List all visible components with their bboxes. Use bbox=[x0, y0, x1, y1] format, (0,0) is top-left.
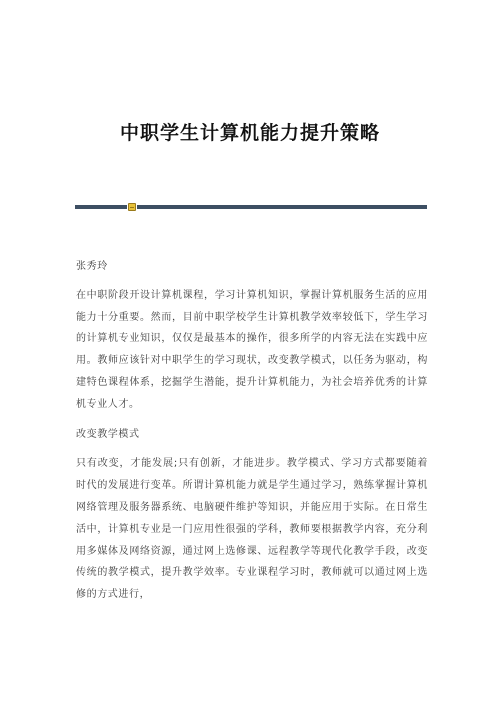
divider-bar-right bbox=[137, 205, 427, 209]
book-emblem-icon bbox=[128, 203, 136, 211]
divider-bar-left bbox=[75, 205, 127, 209]
paragraph-intro: 在中职阶段开设计算机课程，学习计算机知识，掌握计算机服务生活的应用能力十分重要。然而，目前中职学校学生计算机教学效率较低下，学生学习的计算机专业知识，仅仅是最基本的操作，很多所学的内容无法在实践中应用。教师应该针对中职学生的学习现状，改变教学模式，以任务为驱动，构建特色课程体系，挖掘学生潜能，提升计算机能力，为社会培养优秀的计算机专业人才。 bbox=[76, 289, 428, 410]
document-title: 中职学生计算机能力提升策略 bbox=[119, 122, 380, 144]
document-body bbox=[76, 256, 428, 606]
section-heading: 改变教学模式 bbox=[76, 428, 140, 440]
paragraph-section-1: 只有改变，才能发展;只有创新，才能进步。教学模式、学习方式都要随着时代的发展进行变革。所谓计算机能力就是学生通过学习，熟练掌握计算机网络管理及服务器系统、电脑硬件维护等知识，并能应用于实际。在日常生活中，计算机专业是一门应用性很强的学科，教师要根据教学内容，充分利用多媒体及网络资源，通过网上选修课、远程教学等现代化教学手段，改变传统的教学模式，提升教学效率。专业课程学习时，教师就可以通过网上选修的方式进行， bbox=[76, 458, 428, 601]
title-divider bbox=[75, 204, 427, 210]
author-name: 张秀玲 bbox=[76, 261, 108, 272]
